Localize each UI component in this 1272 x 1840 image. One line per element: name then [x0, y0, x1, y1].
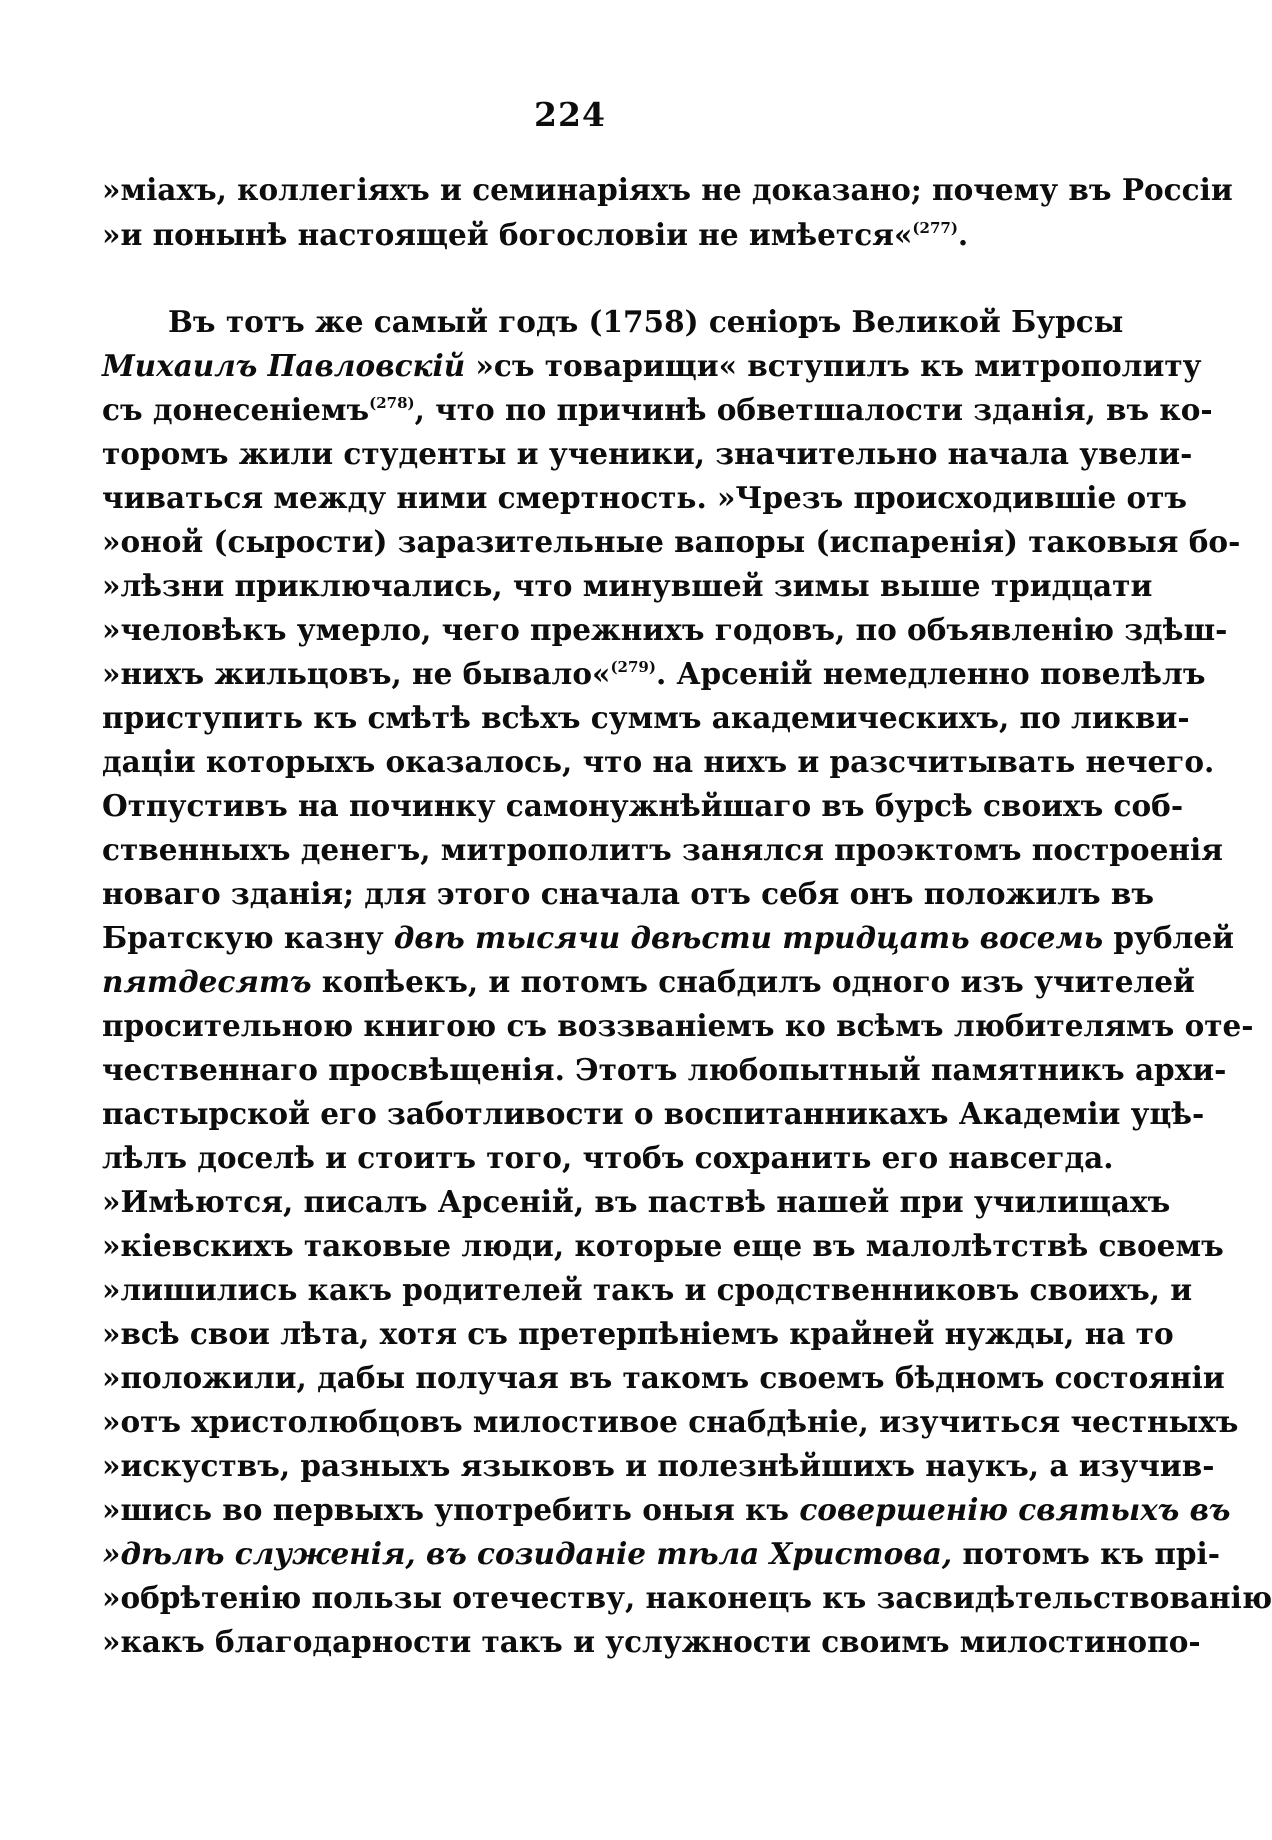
text-line	[102, 213, 1073, 257]
text-segment: потомъ къ прі-	[952, 1536, 1220, 1571]
text-segment: торомъ жили студенты и ученики, значительно начала увели-	[102, 436, 1193, 471]
text-segment: приступить къ смѣтѣ всѣхъ суммъ академическихъ, по ликви-	[102, 700, 1190, 735]
text-segment: новаго зданія; для этого сначала отъ себя онъ положилъ въ	[102, 876, 1155, 911]
text-segment: »отъ христолюбцовъ милостивое снабдѣніе, изучиться честныхъ	[102, 1404, 1239, 1439]
text-segment: »искуствъ, разныхъ языковъ и полезнѣйшихъ наукъ, а изучив-	[102, 1448, 1215, 1483]
footnote-ref: (278)	[369, 394, 415, 412]
text-segment: просительною книгою съ воззваніемъ ко всѣмъ любителямъ оте-	[102, 1008, 1254, 1043]
text-line	[102, 1224, 1224, 1268]
text-line	[102, 1180, 1171, 1224]
text-segment: »всѣ свои лѣта, хотя съ претерпѣніемъ крайней нужды, на то	[102, 1316, 1174, 1351]
text-line	[102, 652, 1206, 696]
text-line	[102, 784, 1184, 828]
italic-segment: »	[102, 1536, 121, 1571]
text-segment: »кіевскихъ таковые люди, которые еще въ малолѣтствѣ своемъ	[102, 1228, 1224, 1263]
text-line	[102, 1092, 1205, 1136]
italic-segment: двѣ тысячи двѣсти тридцать восемь	[393, 920, 1104, 955]
text-line	[102, 960, 1195, 1004]
text-line	[102, 872, 1155, 916]
text-segment: .	[957, 217, 969, 252]
text-segment: »оной (сырости) заразительные вапоры (испаренія) таковыя бо-	[102, 524, 1241, 559]
text-segment: »положили, дабы получая въ такомъ своемъ бѣдномъ состояніи	[102, 1360, 1225, 1395]
text-segment: »человѣкъ умерло, чего прежнихъ годовъ, по объявленію здѣш-	[102, 612, 1228, 647]
text-line	[102, 1048, 1227, 1092]
text-segment: рублей	[1103, 920, 1234, 955]
text-line	[102, 564, 1153, 608]
text-line	[102, 1136, 1114, 1180]
text-segment: . Арсеній немедленно повелѣлъ	[655, 656, 1206, 691]
text-segment: Въ тотъ же самый годъ (1758) сеніоръ Великой Бурсы	[168, 304, 1124, 339]
italic-segment: дѣлѣ служенія, въ созиданіе тѣла Христова,	[120, 1536, 953, 1571]
text-segment: , что по причинѣ обветшалости зданія, въ ко-	[414, 392, 1213, 427]
text-segment: »и понынѣ настоящей богословіи не имѣется«	[102, 217, 913, 252]
text-segment: »міахъ, коллегіяхъ и семинаріяхъ не доказано; почему въ Россіи	[102, 172, 1233, 207]
text-segment: »нихъ жильцовъ, не бывало«	[102, 656, 611, 691]
text-line	[102, 520, 1241, 564]
text-line	[102, 476, 1188, 520]
text-segment: пастырской его заботливости о воспитанникахъ Академіи уцѣ-	[102, 1096, 1205, 1131]
text-segment: съ донесеніемъ	[102, 392, 370, 427]
text-segment: даціи которыхъ оказалось, что на нихъ и разсчитывать нечего.	[102, 744, 1215, 779]
text-line	[102, 1356, 1225, 1400]
text-segment: »лишились какъ родителей такъ и сродственниковъ своихъ, и	[102, 1272, 1193, 1307]
text-line	[102, 828, 1223, 872]
text-segment: копѣекъ, и потомъ снабдилъ одного изъ учителей	[311, 964, 1195, 999]
text-line	[102, 344, 1202, 388]
text-line	[102, 1312, 1174, 1356]
text-line	[102, 432, 1193, 476]
italic-segment: пятдесятъ	[102, 964, 312, 999]
text-segment: »обрѣтенію пользы отечеству, наконецъ къ засвидѣтельствованію	[102, 1580, 1272, 1615]
italic-segment: совершенію святыхъ въ	[799, 1492, 1231, 1527]
page-number: 224	[534, 95, 606, 134]
text-line	[102, 168, 1233, 212]
text-segment: чиваться между ними смертность. »Чрезъ происходившіе отъ	[102, 480, 1188, 515]
text-segment: ственныхъ денегъ, митрополитъ занялся проэктомъ построенія	[102, 832, 1223, 867]
footnote-ref: (277)	[912, 219, 958, 237]
text-line	[102, 1444, 1215, 1488]
text-line	[102, 740, 1215, 784]
text-line	[102, 608, 1228, 652]
text-line	[102, 1488, 1231, 1532]
text-segment: »лѣзни приключались, что минувшей зимы выше тридцати	[102, 568, 1153, 603]
text-line	[102, 1532, 1220, 1576]
text-line	[102, 1268, 1193, 1312]
text-line	[102, 916, 1234, 960]
italic-segment: Михаилъ Павловскій	[102, 348, 466, 383]
text-line	[168, 300, 1124, 344]
text-segment: »какъ благодарности такъ и услужности своимъ милостинопо-	[102, 1624, 1201, 1659]
text-segment: »шись во первыхъ употребить оныя къ	[102, 1492, 800, 1527]
text-segment: Братскую казну	[102, 920, 394, 955]
text-line	[102, 696, 1190, 740]
text-line	[102, 1400, 1239, 1444]
text-line	[102, 388, 1213, 432]
text-segment: чественнаго просвѣщенія. Этотъ любопытный памятникъ архи-	[102, 1052, 1227, 1087]
text-line	[102, 1576, 1272, 1620]
text-line	[102, 1620, 1201, 1664]
text-line	[102, 1004, 1254, 1048]
text-segment: лѣлъ доселѣ и стоитъ того, чтобъ сохранить его навсегда.	[102, 1140, 1114, 1175]
text-segment: »съ товарищи« вступилъ къ митрополиту	[465, 348, 1202, 383]
text-segment: »Имѣются, писалъ Арсеній, въ паствѣ нашей при училищахъ	[102, 1184, 1171, 1219]
footnote-ref: (279)	[610, 658, 656, 676]
text-segment: Отпустивъ на починку самонужнѣйшаго въ бурсѣ своихъ соб-	[102, 788, 1184, 823]
